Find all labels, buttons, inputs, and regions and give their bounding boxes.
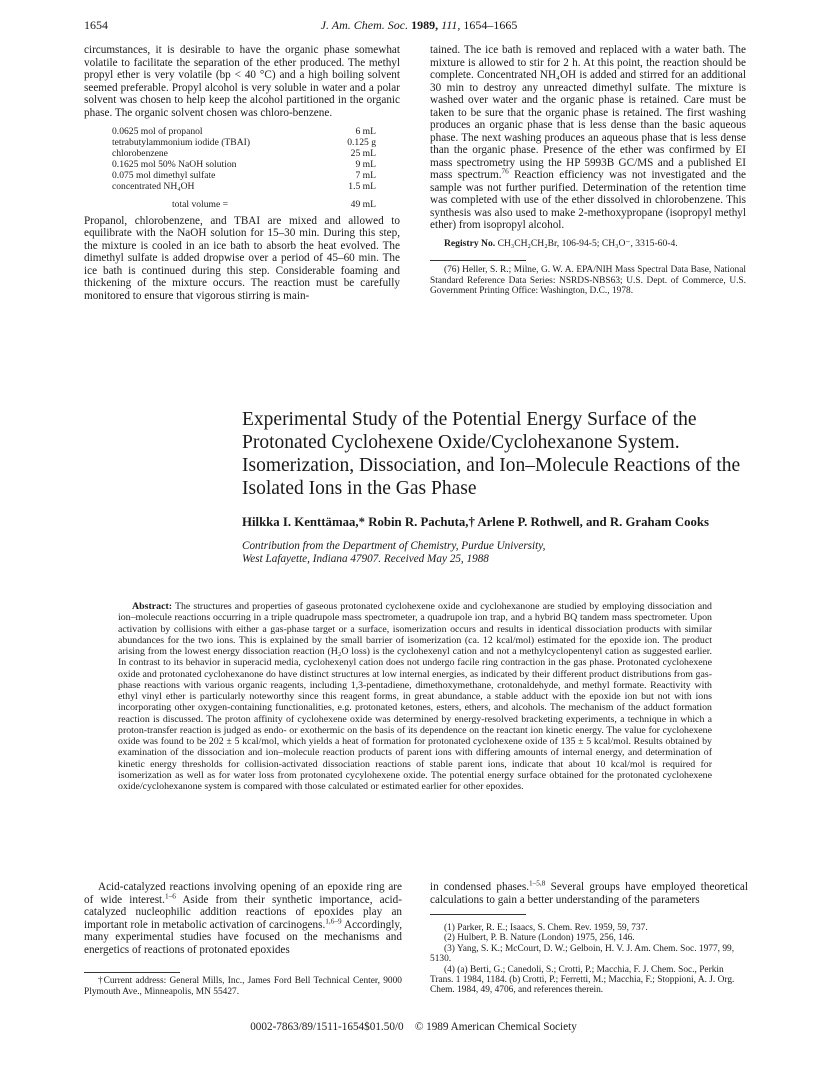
procedure-continued: tained. The ice bath is removed and replaced with a water bath. The mixture is allowed to stir for 2 h. At this point, the reaction should be complete. Concentrated NH₄OH is added and stirred for an additional 30 min to destroy any unreacted dimethyl sulfate. The mixture is washed over water and the organic phase is retained. Care must be taken to be sure that the organic phase is retained. The first washing produces an organic phase that is less dense than the basic aqueous phase. The next washing produces an aqueous phase that is less dense than the organic phase. Presence of the ether was confirmed by EI mass spectrometry using the HP 5993B GC/MS and a published EI mass spectrum.$^{76}$ Reaction efficiency was not investigated and the sample was not further purified. Determination of the retention time was completed with use of the ether dissolved in chlorobenzene. This synthesis was also used to make 2-methoxypropane (isopropyl methyl ether) from isopropyl alcohol.	[430, 44, 746, 231]
journal-name: J. Am. Chem. Soc.	[320, 18, 409, 32]
footnote-rule	[430, 260, 526, 261]
recipe-row: chlorobenzene 25 mL	[112, 148, 376, 160]
intro-right-column	[430, 881, 748, 906]
affiliation: Contribution from the Department of Chemistry, Purdue University,	[242, 540, 546, 552]
intro-left-column	[84, 881, 402, 956]
ref-76: 76	[501, 167, 509, 176]
carryover-paragraph: circumstances, it is desirable to have the organic phase somewhat volatile to facilitate the separation of the ether produced. The methyl propyl ether is very volatile (bp < 40 °C) and a high boiling solvent seemed preferable. Propyl alcohol is very soluble in water and a polar solvent was chosen to help keep the alcohol partitioned in the organic phase. The organic solvent chosen was chloro-benzene.	[84, 44, 400, 119]
registry-numbers: Registry No. CH₃CH₂CH₂Br, 106-94-5; CH₃O⁻, 3315-60-4.	[444, 237, 678, 249]
address-note: †Current address: General Mills, Inc., James Ford Bell Technical Center, 9000 Plymouth Ave., Minneapolis, MN 55427.	[84, 976, 402, 997]
references-rule	[430, 914, 526, 915]
reference-item: (1) Parker, R. E.; Isaacs, S. Chem. Rev. 1959, 59, 737.	[444, 923, 648, 933]
left-column-top	[84, 44, 400, 302]
received-date: West Lafayette, Indiana 47907. Received May 25, 1988	[242, 553, 489, 565]
contribution	[242, 540, 762, 566]
article-code: 0002-7863/89/1511-1654$01.50/0	[250, 1021, 404, 1033]
page-footer	[0, 1021, 827, 1033]
reference-item: (2) Hulbert, P. B. Nature (London) 1975, 256, 146.	[444, 933, 635, 944]
abstract-label: Abstract:	[132, 601, 173, 612]
recipe-row: tetrabutylammonium iodide (TBAI) 0.125 g	[112, 137, 376, 149]
recipe-row: 0.075 mol dimethyl sulfate 7 mL	[112, 170, 376, 182]
journal-year: 1989,	[411, 18, 439, 32]
abstract-text: The structures and properties of gaseous protonated cyclohexene oxide and cyclohexanone are studied by employing dissociation and ion–molecule reactions occurring in a triple quadrupole mass spectrometer, a quadrupole ion trap, and a hybrid BQ tandem mass spectrometer. Upon activation by collisions with either a gas-phase target or a surface, isomerization occurs and results in identical dissociation products with similar abundances for the two ions. This is explained by the small barrier of isomerization (ca. 12 kcal/mol) estimated for the epoxide ion. The product arising from the lowest energy dissociation reaction (H₂O loss) is the cyclohexenyl cation and not a methylcyclopentenyl cation as suggested earlier. In contrast to its behavior in superacid media, cyclohexenyl cation does not undergo facile ring contraction in the gas phase. Protonated cyclohexene oxide and protonated cyclohexanone do have distinct structures at low internal energies, as indicated by their different product distributions from gas-phase reactions with various organic reagents, including 1,3-pentadiene, dimethoxymethane, crotonaldehyde, and methyl formate. Reactivity with ethyl vinyl ether is particularly noteworthy since this reagent forms, in great abundance, a stable adduct with the epoxide ion but not with ions incorporating other oxygen-containing functionalities, e.g. protonated ketones, esters, ethers, and alcohols. The mechanism of the adduct formation reaction is discussed. The proton affinity of cyclohexene oxide was determined by energy-resolved bracketing experiments, a technique in which a proton-transfer reaction is judged as endo- or exothermic on the basis of its dependence on the reactant ion kinetic energy. The value for cyclohexene oxide was found to be 202 ± 5 kcal/mol, which yields a heat of formation for protonated cyclohexene oxide of 135 ± 5 kcal/mol. Results obtained by examination of the dissociation and ion–molecule reaction products of parent ions with differing amounts of internal energy, and determination of kinetic energy thresholds for collision-activated dissociation reactions of stable parent ions, indicate that about 10 kcal/mol is required for isomerization as well as for water loss from protonated cycylohexene oxide. The potential energy surface obtained for the protonated cyclohexene oxide/cyclohexanone system is compared with those calculated or estimated earlier for other epoxides.	[118, 601, 712, 792]
address-rule	[84, 972, 180, 973]
footnote-76: (76) Heller, S. R.; Milne, G. W. A. EPA/NIH Mass Spectral Data Base, National Standard Reference Data Series: NSRDS-NBS63; U.S. Dept. of Commerce, U.S. Government Printing Office: Washington, D.C., 1978.	[430, 265, 746, 296]
reference-item: (4) (a) Berti, G.; Canedoli, S.; Crotti, P.; Macchia, F. J. Chem. Soc., Perkin Trans. 1 1984, 1184. (b) Crotti, P.; Ferretti, M.; Macchia, F.; Stoppioni, A. J. Org. Chem. 1984, 49, 4706, and references therein.	[430, 964, 735, 996]
intro-paragraph: Acid-catalyzed reactions involving opening of an epoxide ring are of wide interest.$^{1-6}$ Aside from their synthetic importance, acid-catalyzed nucleophilic addition reactions of epoxides play an important role in metabolic activation of carcinogens.$^{1,6-9}$ Accordingly, many experimental studies have focused on the mechanisms and energetics of reactions of protonated epoxides	[84, 881, 402, 956]
journal-volume: 111,	[441, 18, 461, 32]
recipe-row: concentrated NH₄OH 1.5 mL	[112, 181, 376, 193]
intro-paragraph-continued: in condensed phases.$^{1-5,8}$ Several groups have employed theoretical calculations to gain a better understanding of the parameters	[430, 879, 748, 906]
references-list	[430, 923, 748, 996]
recipe-row: 0.1625 mol 50% NaOH solution 9 mL	[112, 159, 376, 171]
recipe-row: 0.0625 mol of propanol 6 mL	[112, 126, 376, 137]
recipe-total: total volume = 49 mL	[172, 198, 376, 210]
abstract	[118, 601, 712, 792]
journal-citation	[84, 18, 754, 33]
procedure-paragraph: Propanol, chlorobenzene, and TBAI are mixed and allowed to equilibrate with the NaOH solution for 15–30 min. During this step, the mixture is cooled in an ice bath to absorb the heat evolved. The dimethyl sulfate is added dropwise over a period of 45–60 min. The ice bath is continued during this step. Considerable foaming and thickening of the mixture occurs. The reaction must be carefully monitored to ensure that vigorous stirring is main-	[84, 214, 400, 302]
right-column-top	[430, 44, 746, 297]
copyright: © 1989 American Chemical Society	[414, 1021, 577, 1033]
author-list: Hilkka I. Kenttämaa,* Robin R. Pachuta,† Arlene P. Rothwell, and R. Graham Cooks	[242, 515, 710, 529]
running-header	[84, 18, 754, 34]
journal-pages: 1654–1665	[463, 18, 518, 32]
reference-item: (3) Yang, S. K.; McCourt, D. W.; Gelboin, H. V. J. Am. Chem. Soc. 1977, 99, 5130.	[430, 943, 735, 965]
page-number: 1654	[84, 18, 108, 32]
article-title: Experimental Study of the Potential Energy Surface of the Protonated Cyclohexene Oxide/Cyclohexanone System. Isomerization, Dissociation, and Ion–Molecule Reactions of the Isolated Ions in the Gas Phase	[242, 409, 741, 499]
recipe-table	[112, 126, 376, 213]
